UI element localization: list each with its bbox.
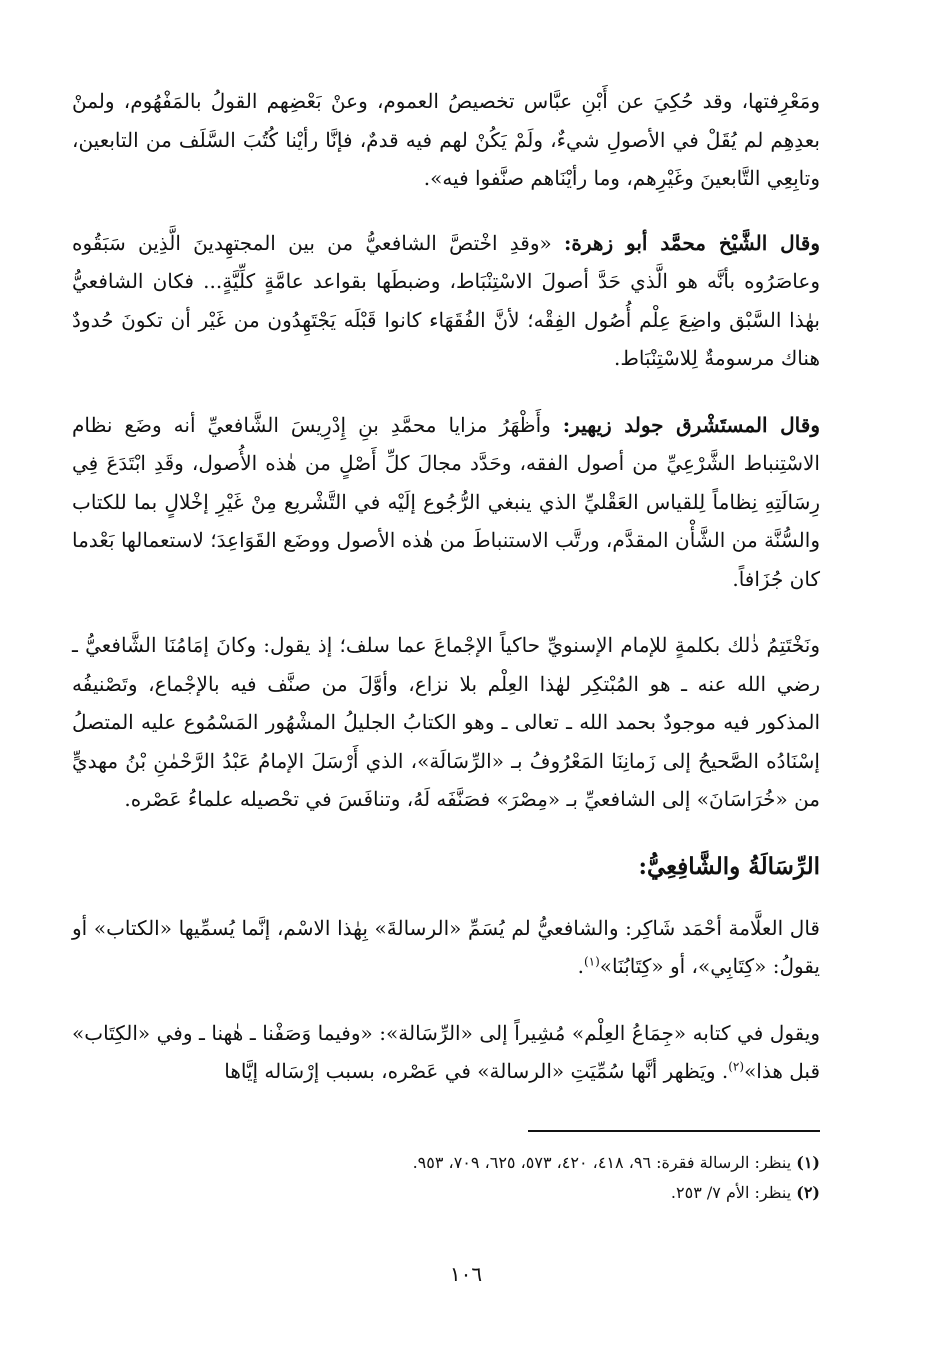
paragraph-2-text: «وقدِ اخْتصَّ الشافعيُّ من بين المجتهِدينَ الَّذِين سَبَقُوه وعاصَرُوه بأنَّه هو الَّذي حَدَّ أصولَ الاسْتِنْبَاط، وضبطَها بقواعد عامَّةٍ كلِّيَّةٍ... فكان الشافعيُّ بهٰذا السَّبْق واضِعَ عِلْم أُصُول الفِقْه؛ لأنَّ الفُقَهَاء كانوا قَبْلَه يَجْتَهِدُون من غَيْر أن تكونَ حُدودٌ هناك مرسومةٌ لِلاسْتِنْبَاط.: [72, 230, 820, 370]
footnote-2-number: (٢): [796, 1183, 820, 1202]
paragraph-6-text: ويقول في كتابه «جِمَاعُ العِلْم» مُشِيراً إلى «الرِّسَالة»: «وفيما وَصَفْنا ـ هٰهنا ـ وفي «الكِتَاب» قبل هذا»: [72, 1020, 820, 1083]
paragraph-6-end: . ويَظهر أنَّها سُمِّيَتِ «الرسالة» في عَصْره، بسبب إرْسَاله إيَّاها: [224, 1059, 729, 1083]
paragraph-5-text: قال العلَّامة أحْمَد شَاكِر: والشافعيُّ لم يُسَمِّ «الرسالةَ» بِهٰذا الاسْم، إنَّما يُسمِّيها «الكتاب» أو يقولُ: «كِتَابِي»، أو «كِتَابُنَا»: [72, 915, 820, 978]
footnote-ref-2: (٢): [728, 1059, 745, 1074]
footnotes: [72, 1148, 820, 1208]
footnote-1-text: ينظر: الرسالة فقرة: ٩٦، ٤١٨، ٤٢٠، ٥٧٣، ٦٢٥، ٧٠٩، ٩٥٣.: [412, 1153, 792, 1172]
paragraph-4: [72, 626, 820, 819]
footnote-2-text: ينظر: الأم ٧/ ٢٥٣.: [670, 1183, 792, 1202]
footnote-divider: [528, 1130, 820, 1132]
paragraph-3-lead: وقال المستَشْرق جولد زيهير:: [562, 412, 820, 437]
footnote-2: [72, 1178, 820, 1208]
paragraph-2: [72, 224, 820, 378]
paragraph-3: [72, 406, 820, 599]
paragraph-5: [72, 909, 820, 986]
page-body: [72, 82, 820, 1119]
footnote-1: [72, 1148, 820, 1178]
paragraph-6: [72, 1014, 820, 1091]
footnote-1-number: (١): [796, 1153, 820, 1172]
paragraph-4-text: ونَخْتَتِمُ ذٰلك بكلمةٍ للإمام الإسنويِّ حاكياً الإجْماعَ عما سلف؛ إذ يقول: وكانَ إمَامُنَا الشَّافعيُّ ـ رضي الله عنه ـ هو المُبْتكِر لهٰذا العِلْم بلا نزاع، وأوَّلَ من صنَّف فيه بالإجْماع، وتَصْنيفُه المذكور فيه موجودٌ بحمد الله ـ تعالى ـ وهو الكتابُ الجليلُ المشْهُور المَسْمُوع عليه المتصلُ إسْنَادُه الصَّحيحُ إلى زَمانِنَا المَعْرُوفُ بـ «الرِّسَالَة»، الذي أَرْسَلَ الإمامُ عَبْدُ الرَّحْمٰنِ بْنُ مهديٍّ من «خُرَاسَانَ» إلى الشافعيِّ بـ «مِصْرَ» فصَنَّفَه لَهُ، وتنافَسَ في تحْصيله علماءُ عَصْره.: [72, 633, 820, 811]
section-heading: الرِّسَالَةُ والشَّافِعِيُّ:: [638, 852, 820, 880]
paragraph-2-lead: وقال الشَّيْخ محمَّد أبو زهرة:: [564, 230, 821, 255]
page-number: ١٠٦: [449, 1262, 483, 1286]
paragraph-1-text: ومَعْرِفتها، وقد حُكِيَ عن أَبْنِ عبَّاس تخصيصُ العموم، وعنْ بَعْضِهم القولُ بالمَفْهُوم، ولمنْ بعدِهِم لم يُقَلْ في الأصولِ شيءٌ، ولَمْ يَكُنْ لهم فيه قدمٌ، فإنَّا رأيْنا كُتُبَ السَّلَف من التابعين، وتابِعِي التَّابعينَ وغَيْرِهم، وما رأيْنَاهم صنَّفوا فيه».: [72, 89, 820, 190]
footnote-ref-1: (١): [583, 954, 600, 969]
paragraph-1: [72, 82, 820, 198]
paragraph-5-end: .: [577, 954, 584, 978]
paragraph-3-text: وأَظْهَرُ مزايا محمَّدِ بنِ إِدْرِيسَ الشَّافعيِّ أنه وضَع نظام الاسْتِنباط الشَّرْعِيِّ من أصول الفقه، وحَدَّد مجالَ كلِّ أَصْلٍ من هٰذه الأُصول، وقَدِ ابْتَدَعَ فِي رِسَالَتِهِ نِظاماً لِلقياس العَقْليِّ الذي ينبغي الرُّجُوع إلَيْه في التَّشْريع مِنْ غَيْرِ إخْلالٍ بما للكتاب والسُّنَّة من الشَّأْن المقدَّم، ورتَّب الاستنباطَ من هٰذه الأصول ووضَع القَوَاعِدَ؛ لاستعمالها بَعْدما كان جُزَافاً.: [72, 412, 820, 591]
